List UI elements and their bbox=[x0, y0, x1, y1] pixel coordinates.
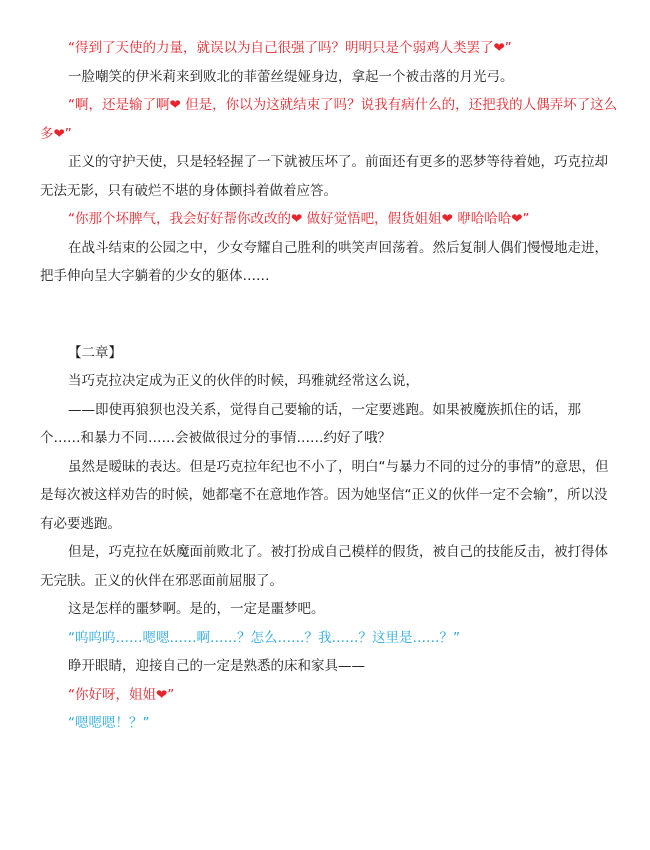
narration-paragraph: 当巧克拉决定成为正义的伙伴的时候，玛雅就经常这么说， bbox=[68, 373, 419, 389]
narration-paragraph: 这是怎样的噩梦啊。是的，一定是噩梦吧。 bbox=[68, 601, 325, 617]
document-page bbox=[40, 34, 620, 738]
narration-paragraph: 正义的守护天使，只是轻轻握了一下就被压坏了。前面还有更多的恶梦等待着她，巧克拉却无法无影，只有破烂不堪的身体颤抖着做着应答。 bbox=[40, 154, 608, 199]
dialogue-line: “你好呀，姐姐❤” bbox=[68, 686, 175, 703]
dialogue-line: “得到了天使的力量，就误以为自己很强了吗？明明只是个弱鸡人类罢了❤” bbox=[68, 40, 512, 56]
narration-paragraph: 睁开眼睛，迎接自己的一定是熟悉的床和家具—— bbox=[68, 658, 365, 674]
narration-paragraph: 在战斗结束的公园之中，少女夸耀自己胜利的哄笑声回荡着。然后复制人偶们慢慢地走进，把手伸向呈大字躺着的少女的躯体…… bbox=[40, 239, 608, 284]
narration-paragraph: 但是，巧克拉在妖魔面前败北了。被打扮成自己模样的假货，被自己的技能反击，被打得体无完肤。正义的伙伴在邪恶面前屈服了。 bbox=[40, 544, 608, 589]
part1-paragraphs bbox=[40, 34, 620, 291]
section-spacer bbox=[40, 291, 620, 339]
part2-paragraphs bbox=[40, 367, 620, 738]
dialogue-line: “你那个坏脾气，我会好好帮你改改的❤ 做好觉悟吧，假货姐姐❤ 咿哈哈哈❤” bbox=[68, 211, 530, 227]
dialogue-line: “嗯嗯嗯！？” bbox=[68, 715, 150, 731]
dialogue-line: “呜呜呜……嗯嗯……啊……？怎么……？我……？这里是……？” bbox=[68, 629, 460, 646]
narration-paragraph: 一脸嘲笑的伊米莉来到败北的菲蕾丝缇娅身边，拿起一个被击落的月光弓。 bbox=[68, 68, 514, 85]
dialogue-line: “啊，还是输了啊❤ 但是，你以为这就结束了吗？说我有病什么的，还把我的人偶弄坏了这么多❤” bbox=[40, 97, 618, 142]
narration-paragraph: ——即使再狼狈也没关系，觉得自己要输的话，一定要逃跑。如果被魔族抓住的话，那个……和暴力不同……会被做很过分的事情……约好了哦？ bbox=[40, 401, 581, 446]
narration-paragraph: 虽然是暧昧的表达。但是巧克拉年纪也不小了，明白“与暴力不同的过分的事情”的意思，但是每次被这样劝告的时候，她都毫不在意地作答。因为她坚信“正义的伙伴一定不会输”，所以没有必要逃跑。 bbox=[40, 458, 609, 532]
chapter-heading: 【二章】 bbox=[68, 344, 122, 361]
